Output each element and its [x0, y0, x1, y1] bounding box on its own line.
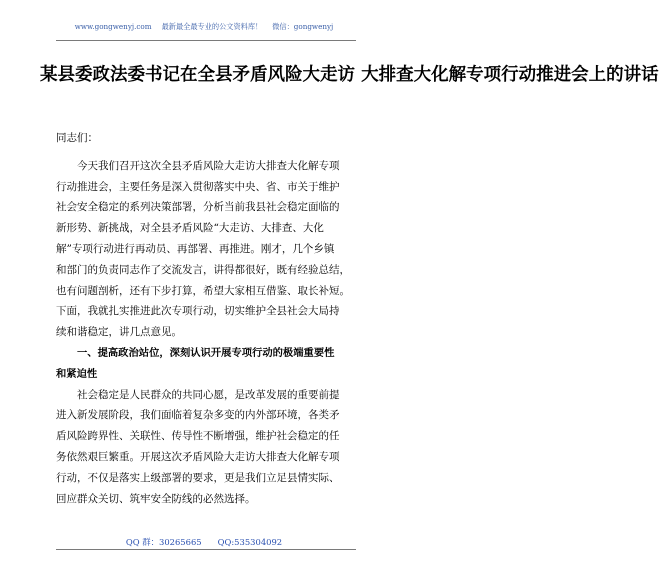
heading-line: 一、提高政治站位，深刻认识开展专项行动的极端重要性	[77, 346, 335, 359]
paragraph-line: 也有问题剖析，还有下步打算，希望大家相互借鉴、取长补短。	[56, 284, 350, 297]
paragraph-line: 新形势、新挑战，对全县矛盾风险“大走访、大排查、大化	[56, 222, 324, 235]
salutation: 同志们：	[56, 132, 98, 144]
paragraph-line: 和部门的负责同志作了交流发言，讲得都很好，既有经验总结，	[56, 263, 350, 276]
paragraph-line: 行动推进会，主要任务是深入贯彻落实中央、省、市关于维护	[56, 180, 340, 193]
paragraph-line: 进入新发展阶段，我们面临着复杂多变的内外部环境，各类矛	[56, 409, 340, 422]
paragraph-line: 回应群众关切、筑牢安全防线的必然选择。	[56, 492, 256, 505]
paragraph-line: 下面，我就扎实推进此次专项行动，切实维护全县社会大局持	[56, 305, 340, 318]
paragraph-line: 续和谐稳定，讲几点意见。	[56, 326, 182, 339]
paragraph-section-1	[56, 385, 359, 510]
heading-line: 和紧迫性	[56, 367, 98, 380]
footer-divider	[56, 549, 356, 550]
footer-qq-group: QQ 群：30265665	[125, 537, 202, 547]
header-site-url: www.gongwenyj.com	[74, 22, 152, 31]
section-heading-1	[56, 343, 359, 385]
paragraph-intro	[56, 156, 359, 343]
paragraph-line: 社会安全稳定的系列决策部署，分析当前我县社会稳定面临的	[56, 201, 340, 214]
paragraph-line: 社会稳定是人民群众的共同心愿，是改革发展的重要前提	[77, 388, 340, 401]
paragraph-line: 盾风险跨界性、关联性、传导性不断增强，维护社会稳定的任	[56, 430, 340, 443]
header-slogan: 最新最全最专业的公文资料库！	[161, 22, 263, 31]
paragraph-line: 务依然艰巨繁重。开展这次矛盾风险大走访大排查大化解专项	[56, 450, 340, 463]
document-body	[56, 128, 359, 509]
paragraph-line: 行动，不仅是落实上级部署的要求，更是我们立足县情实际、	[56, 471, 340, 484]
header-divider	[56, 40, 356, 41]
paragraph-line: 解”专项行动进行再动员、再部署、再推进。刚才，几个乡镇	[56, 242, 335, 255]
header-wechat: 微信：gongwenyj	[272, 22, 334, 31]
page-header	[0, 22, 408, 32]
footer-qq: QQ:535304092	[217, 537, 283, 547]
page-footer	[0, 536, 408, 548]
document-title	[40, 63, 659, 87]
title-line-1: 某县委政法委书记在全县矛盾风险大走访	[40, 65, 355, 85]
paragraph-line: 今天我们召开这次全县矛盾风险大走访大排查大化解专项	[77, 159, 340, 172]
title-line-2: 大排查大化解专项行动推进会上的讲话	[361, 65, 659, 85]
